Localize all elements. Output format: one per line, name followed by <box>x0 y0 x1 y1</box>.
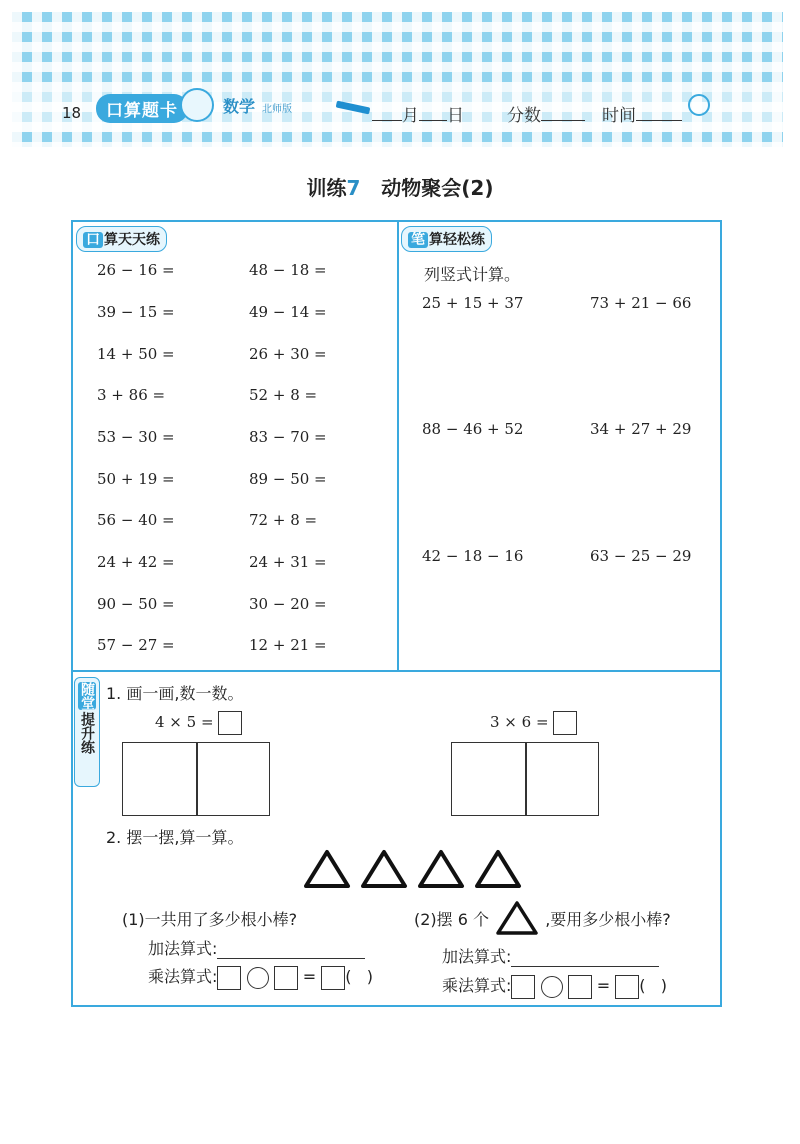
oral-problem: 48 − 18 = <box>249 261 327 279</box>
written-tag-box: 笔 <box>408 232 428 248</box>
q2-sub2-mul <box>442 973 667 999</box>
oral-problem: 50 + 19 = <box>97 470 175 488</box>
oral-section-tag <box>76 226 167 252</box>
written-problem: 73 + 21 − 66 <box>590 294 692 312</box>
q1-drawing-grid-a[interactable] <box>122 742 270 816</box>
q2-sub1-mul <box>148 964 373 990</box>
answer-box[interactable] <box>218 711 242 735</box>
written-problem: 25 + 15 + 37 <box>422 294 524 312</box>
time-field <box>602 101 682 126</box>
written-instruction: 列竖式计算。 <box>424 265 521 284</box>
triangle-icon <box>477 852 519 886</box>
oral-problem: 26 − 16 = <box>97 261 175 279</box>
paren-close: ) <box>660 976 667 995</box>
oral-problem: 12 + 21 = <box>249 636 327 654</box>
answer-box[interactable] <box>321 966 345 990</box>
written-problem: 88 − 46 + 52 <box>422 420 524 438</box>
q1-equation-b <box>490 711 577 735</box>
add-answer-line[interactable] <box>511 950 659 967</box>
day-label: 日 <box>447 106 464 126</box>
oral-problem: 90 − 50 = <box>97 595 175 613</box>
oral-problem: 52 + 8 = <box>249 386 318 404</box>
written-problem: 42 − 18 − 16 <box>422 547 524 565</box>
oral-problem: 53 − 30 = <box>97 428 175 446</box>
title-prefix: 训练 <box>306 176 347 200</box>
oral-problem: 83 − 70 = <box>249 428 327 446</box>
answer-box[interactable] <box>568 975 592 999</box>
time-blank[interactable] <box>636 106 682 121</box>
triangle-icon <box>306 852 348 886</box>
title-number: 7 <box>346 176 361 200</box>
q2-sub2 <box>414 907 671 930</box>
q1-eq-a-text: 4 × 5 = <box>155 713 214 731</box>
q2-sub1-add <box>148 936 365 959</box>
paren-close: ) <box>366 967 373 986</box>
mul-label: 乘法算式: <box>442 976 512 995</box>
page-title <box>0 172 800 201</box>
answer-box[interactable] <box>217 966 241 990</box>
oral-problem: 57 − 27 = <box>97 636 175 654</box>
oral-problem: 24 + 42 = <box>97 553 175 571</box>
triangle-icon <box>494 900 540 936</box>
oral-problem: 24 + 31 = <box>249 553 327 571</box>
oral-problem: 72 + 8 = <box>249 511 318 529</box>
side-tag-rest: 提升练 <box>79 712 95 754</box>
paren-open: ( <box>345 967 352 986</box>
oral-problem: 26 + 30 = <box>249 345 327 363</box>
add-label: 加法算式: <box>148 939 218 958</box>
triangle-sticks-row <box>300 846 530 892</box>
q1-equation-a <box>155 711 242 735</box>
answer-box[interactable] <box>511 975 535 999</box>
operator-circle[interactable] <box>541 976 563 998</box>
score-field <box>507 101 585 126</box>
oral-problem: 49 − 14 = <box>249 303 327 321</box>
q2-sub1: (1)一共用了多少根小棒? <box>122 910 298 929</box>
q1-drawing-grid-b[interactable] <box>451 742 599 816</box>
oral-problem: 3 + 86 = <box>97 386 166 404</box>
add-label: 加法算式: <box>442 947 512 966</box>
edition-label: 北师版 <box>262 104 292 115</box>
q2-sub2-pre: (2)摆 6 个 <box>414 910 490 929</box>
mul-label: 乘法算式: <box>148 967 218 986</box>
equals-sign: = <box>596 976 611 995</box>
q2-sub2-add <box>442 944 659 967</box>
oral-problem: 56 − 40 = <box>97 511 175 529</box>
title-text: 动物聚会(2) <box>381 176 494 200</box>
oral-problem: 30 − 20 = <box>249 595 327 613</box>
answer-box[interactable] <box>615 975 639 999</box>
date-field <box>372 101 464 126</box>
triangle-icon <box>363 852 405 886</box>
mascot-icon <box>180 88 214 122</box>
oral-tag-text: 算天天练 <box>104 232 160 248</box>
written-section-tag <box>401 226 492 252</box>
written-problem: 34 + 27 + 29 <box>590 420 692 438</box>
answer-box[interactable] <box>274 966 298 990</box>
written-tag-text: 算轻松练 <box>429 232 485 248</box>
page-number: 18 <box>62 104 82 122</box>
clock-icon <box>688 94 710 116</box>
paren-open: ( <box>639 976 646 995</box>
triangle-icon <box>420 852 462 886</box>
practice-side-tag <box>74 677 100 787</box>
side-tag-top: 随堂 <box>79 682 95 710</box>
subject-label: 数学 <box>223 97 256 116</box>
written-problem: 63 − 25 − 29 <box>590 547 692 565</box>
column-divider <box>397 220 399 672</box>
month-label: 月 <box>402 106 419 126</box>
score-blank[interactable] <box>541 106 585 121</box>
add-answer-line[interactable] <box>217 942 365 959</box>
q1-eq-b-text: 3 × 6 = <box>490 713 549 731</box>
month-blank[interactable] <box>372 106 402 121</box>
section-divider <box>71 670 722 672</box>
oral-tag-box: 口 <box>83 232 103 248</box>
equals-sign: = <box>302 967 317 986</box>
day-blank[interactable] <box>419 106 447 121</box>
operator-circle[interactable] <box>247 967 269 989</box>
score-label: 分数 <box>507 106 541 126</box>
oral-problem: 14 + 50 = <box>97 345 175 363</box>
oral-problem: 89 − 50 = <box>249 470 327 488</box>
time-label: 时间 <box>602 106 636 126</box>
logo: 口算题卡 <box>96 94 188 123</box>
q1-title: 1. 画一画,数一数。 <box>106 684 244 703</box>
q2-title: 2. 摆一摆,算一算。 <box>106 828 244 847</box>
q2-sub2-post: ,要用多少根小棒? <box>545 910 671 929</box>
oral-problem: 39 − 15 = <box>97 303 175 321</box>
answer-box[interactable] <box>553 711 577 735</box>
